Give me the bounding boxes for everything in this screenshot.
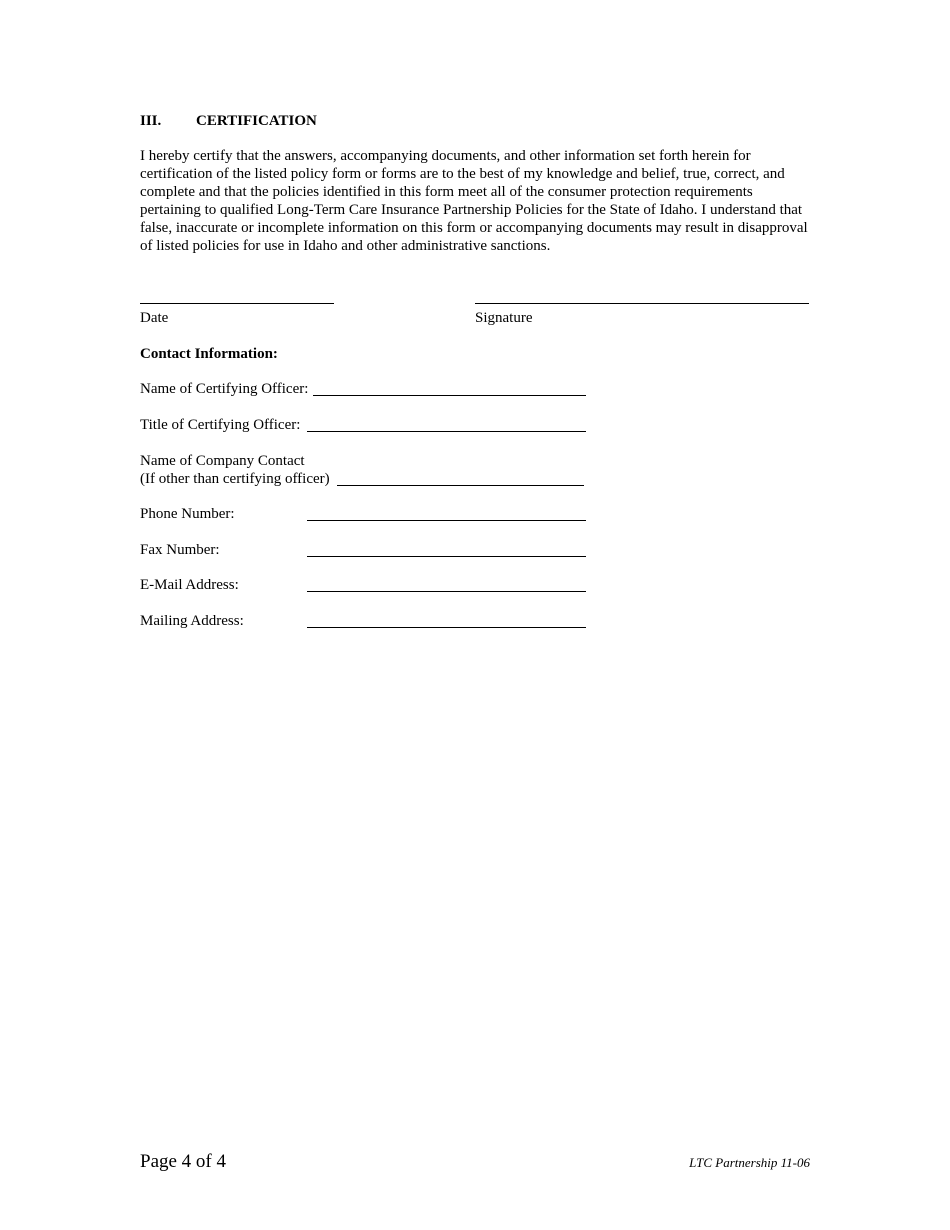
email-field[interactable] (307, 591, 586, 592)
phone-field[interactable] (307, 520, 586, 521)
form-identifier: LTC Partnership 11-06 (689, 1155, 810, 1170)
certifying-officer-name-label: Name of Certifying Officer: (140, 381, 309, 397)
signature-label: Signature (475, 310, 533, 326)
certifying-officer-title-label: Title of Certifying Officer: (140, 417, 301, 433)
mailing-address-label: Mailing Address: (140, 613, 244, 629)
fax-label: Fax Number: (140, 542, 220, 558)
certification-statement: I hereby certify that the answers, accompanying documents, and other information set forth herein for certification of the listed policy form or forms are to the best of my knowledge and belief, true, correct, and complete and that the policies identified in this form meet all of the consumer protection requirements pertaining to qualified Long-Term Care Insurance Partnership Policies for the State of Idaho. I understand that false, inaccurate or incomplete information on this form or accompanying documents may result in disapproval of listed policies for use in Idaho and other administrative sanctions. (140, 148, 808, 254)
section-heading (140, 111, 317, 131)
section-title: CERTIFICATION (196, 113, 317, 129)
date-line[interactable] (140, 303, 334, 304)
certifying-officer-name-field[interactable] (313, 395, 586, 396)
company-contact-field[interactable] (337, 485, 584, 486)
email-label: E-Mail Address: (140, 577, 239, 593)
fax-field[interactable] (307, 556, 586, 557)
phone-label: Phone Number: (140, 506, 235, 522)
section-number: III. (140, 113, 162, 129)
company-contact-note: (If other than certifying officer) (140, 471, 330, 487)
contact-heading: Contact Information: (140, 346, 278, 362)
signature-line[interactable] (475, 303, 809, 304)
date-label: Date (140, 310, 169, 326)
mailing-address-field[interactable] (307, 627, 586, 628)
certifying-officer-title-field[interactable] (307, 431, 586, 432)
page-number: Page 4 of 4 (140, 1151, 227, 1172)
company-contact-label: Name of Company Contact (140, 453, 305, 469)
